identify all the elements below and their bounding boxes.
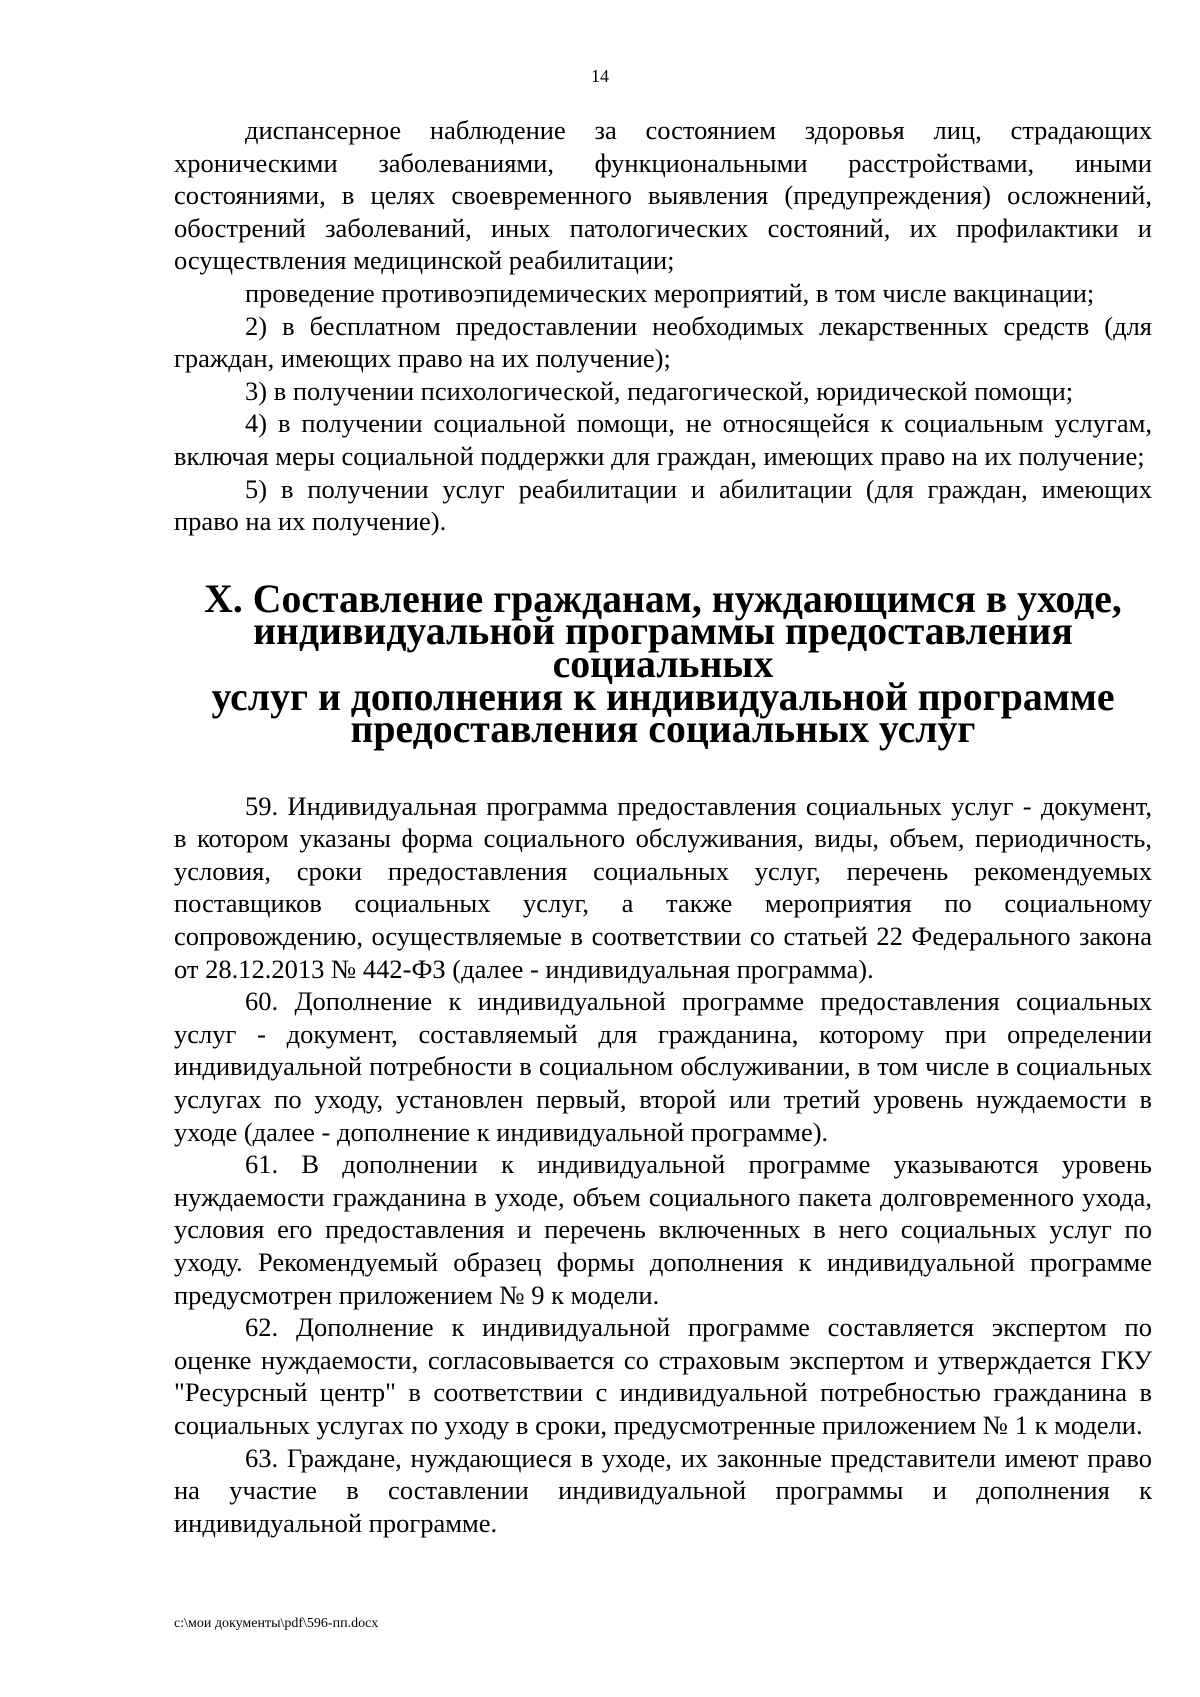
paragraph-item-5: 5) в получении услуг реабилитации и абилитации (для граждан, имеющих право на их получение). [174,473,1152,537]
paragraph-62: 62. Дополнение к индивидуальной программе составляется экспертом по оценке нуждаемости, согласовывается со страховым экспертом и утверждается ГКУ "Ресурсный центр" в соответствии с индивидуальной потребностью гражданина в социальных услугах по уходу в сроки, предусмотренные приложением № 1 к модели. [174,1312,1152,1440]
paragraph-59: 59. Индивидуальная программа предоставления социальных услуг - документ, в котором указаны форма социального обслуживания, виды, объем, периодичность, условия, сроки предоставления социальных услуг, перечень рекомендуемых поставщиков социальных услуг, а также мероприятия по социальному сопровождению, осуществляемые в соответствии со статьей 22 Федерального закона от 28.12.2013 № 442-ФЗ (далее - индивидуальная программа). [174,790,1152,984]
paragraph-item-3: 3) в получении психологической, педагогической, юридической помощи; [245,375,1074,406]
section-heading-line: предоставления социальных услуг [350,707,976,752]
paragraph-item-2: 2) в бесплатном предоставлении необходимых лекарственных средств (для граждан, имеющих право на их получение); [174,310,1152,374]
file-path-footer: c:\мои документы\pdf\596-пп.docx [174,1616,379,1631]
paragraph-dispensary-observation: диспансерное наблюдение за состоянием здоровья лиц, страдающих хроническими заболеваниями, функциональными расстройствами, иными состояниями, в целях своевременного выявления (предупреждения) осложнений, обострений заболеваний, иных патологических состояний, их профилактики и осуществления медицинской реабилитации; [174,115,1152,276]
section-heading-line: индивидуальной программы предоставления социальных [253,609,1073,686]
document-body [174,114,1152,1539]
paragraph-60: 60. Дополнение к индивидуальной программе предоставления социальных услуг - документ, составляемый для гражданина, которому при определении индивидуальной потребности в социальном обслуживании, в том числе в социальных услугах по уходу, установлен первый, второй или третий уровень нуждаемости в уходе (далее - дополнение к индивидуальной программе). [174,986,1152,1147]
paragraph-anti-epidemic: проведение противоэпидемических мероприятий, в том числе вакцинации; [245,277,1095,308]
section-heading-line: X. Составление гражданам, нуждающимся в уходе, [204,576,1122,621]
page-number: 14 [591,66,609,86]
paragraph-item-4: 4) в получении социальной помощи, не относящейся к социальным услугам, включая меры социальной поддержки для граждан, имеющих право на их получение; [174,408,1152,471]
section-heading [174,576,1152,752]
paragraph-63: 63. Граждане, нуждающиеся в уходе, их законные представители имеют право на участие в составлении индивидуальной программы и дополнения к индивидуальной программе. [174,1442,1152,1538]
paragraph-61: 61. В дополнении к индивидуальной программе указываются уровень нуждаемости гражданина в уходе, объем социального пакета долговременного ухода, условия его предоставления и перечень включенных в него социальных услуг по уходу. Рекомендуемый образец формы дополнения к индивидуальной программе предусмотрен приложением № 9 к модели. [174,1149,1152,1310]
section-heading-line: услуг и дополнения к индивидуальной программе [211,674,1115,719]
